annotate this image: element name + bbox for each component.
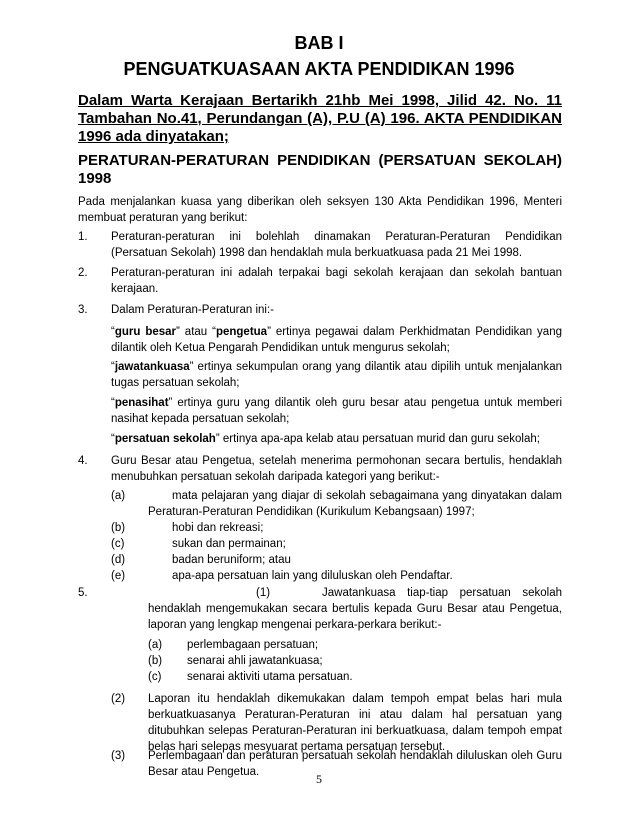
sub-item-text: Laporan itu hendaklah dikemukakan dalam tempoh empat belas hari mula berkuatkuasanya Peraturan-Peraturan ini atau dalam hal persatuan yang ditubuhkan selepas Peraturan-Peraturan ini berkuatkuasa, dalam tempoh empat belas hari selepas mesyuarat pertama persatuan tersebut. <box>148 693 562 753</box>
category-label: (e) <box>111 570 126 582</box>
item-number: 3. <box>78 304 88 316</box>
item-text: Peraturan-peraturan ini bolehlah dinamakan Peraturan-Peraturan Pendidikan (Persatuan Sekolah) 1998 dan hendaklah mula berkuatkuasa pada 21 Mei 1998. <box>111 231 562 259</box>
definition-text: ” ertinya sekumpulan orang yang dilantik atau dipilih untuk menjalankan tugas persatuan sekolah; <box>111 361 562 389</box>
peraturan-line-2: 1998 <box>78 170 112 187</box>
definition-text: ” ertinya pegawai dalam Perkhidmatan Pendidikan yang dilantik oleh Ketua Pengarah Pendidikan untuk mengurus sekolah; <box>111 326 562 354</box>
definition-text: ” ertinya guru yang dilantik oleh guru besar atau pengetua untuk memberi nasihat kepada persatuan sekolah; <box>111 397 562 425</box>
category-text: mata pelajaran yang diajar di sekolah sebagaimana yang dinyatakan dalam <box>172 490 562 502</box>
warta-line-2: Tambahan No.41, Perundangan (A), P.U (A) 196. AKTA PENDIDIKAN <box>78 110 562 127</box>
peraturan-heading <box>78 152 562 188</box>
item-number: 2. <box>78 267 88 279</box>
list-text: senarai ahli jawatankuasa; <box>187 655 323 667</box>
sub-item-text: Perlembagaan dan peraturan persatuan sekolah hendaklah diluluskan oleh Guru Besar atau Pengetua. <box>148 750 562 778</box>
category-label: (b) <box>111 522 126 534</box>
list-text: senarai aktiviti utama persatuan. <box>187 671 353 683</box>
peraturan-line-1: PERATURAN-PERATURAN PENDIDIKAN (PERSATUAN SEKOLAH) <box>78 152 562 169</box>
category-label: (c) <box>111 538 125 550</box>
intro-paragraph: Pada menjalankan kuasa yang diberikan oleh seksyen 130 Akta Pendidikan 1996, Menteri membuat peraturan yang berikut: <box>78 196 562 224</box>
category-label: (a) <box>111 490 126 502</box>
item-text-cont: hendaklah mengemukakan secara bertulis kepada Guru Besar atau Pengetua, laporan yang lengkap mengenai perkara-perkara berikut:- <box>148 603 562 631</box>
warta-line-1: Dalam Warta Kerajaan Bertarikh 21hb Mei 1998, Jilid 42. No. 11 <box>78 92 562 109</box>
item-text: Jawatankuasa tiap-tiap persatuan sekolah <box>322 587 562 599</box>
definition-text: ” ertinya apa-apa kelab atau persatuan murid dan guru sekolah; <box>215 433 540 445</box>
definition <box>111 359 562 391</box>
item-number: 5. <box>78 587 88 599</box>
category-text: apa-apa persatuan lain yang diluluskan oleh Pendaftar. <box>172 570 453 582</box>
warta-heading <box>78 92 562 146</box>
quote-mark: “ <box>111 326 115 338</box>
chapter-title: BAB I <box>294 33 344 53</box>
definition-term: jawatankuasa <box>114 361 190 373</box>
definition-term: guru besar <box>114 326 177 338</box>
warta-line-3: 1996 ada dinyatakan; <box>78 128 229 145</box>
list-label: (a) <box>148 639 163 651</box>
page-number: 5 <box>316 772 322 786</box>
definition <box>111 431 562 447</box>
chapter-subtitle: PENGUATKUASAAN AKTA PENDIDIKAN 1996 <box>123 59 515 79</box>
list-label: (b) <box>148 655 163 667</box>
item-text: Guru Besar atau Pengetua, setelah menerima permohonan secara bertulis, hendaklah menubuhkan persatuan sekolah daripada kategori yang berikut:- <box>111 455 562 483</box>
list-text: perlembagaan persatuan; <box>187 639 319 651</box>
item-text: Dalam Peraturan-Peraturan ini:- <box>111 304 274 316</box>
quote-mark: “ <box>111 433 115 445</box>
category-text: hobi dan rekreasi; <box>172 522 264 534</box>
list-label: (c) <box>148 671 162 683</box>
category-text: sukan dan permainan; <box>172 538 286 550</box>
category-text-cont: Peraturan-Peraturan Pendidikan (Kurikulum Kebangsaan) 1997; <box>148 506 475 518</box>
quote-mark: “ <box>111 397 115 409</box>
definition-term: persatuan sekolah <box>114 433 216 445</box>
quote-mark: “ <box>111 361 115 373</box>
item-number: 1. <box>78 231 88 243</box>
sub-item-label: (2) <box>111 693 126 705</box>
definition-term: pengetua <box>215 326 268 338</box>
quote-mark: ” atau “ <box>176 326 216 338</box>
item-number: 4. <box>78 455 88 467</box>
item-text: Peraturan-peraturan ini adalah terpakai bagi sekolah kerajaan dan sekolah bantuan kerajaan. <box>111 267 562 295</box>
definition-term: penasihat <box>114 397 169 409</box>
sub-item-label: (3) <box>111 750 126 762</box>
category-label: (d) <box>111 554 126 566</box>
definition <box>111 324 562 356</box>
definition <box>111 395 562 427</box>
category-text: badan beruniform; atau <box>172 554 291 566</box>
sub-item-label: (1) <box>256 587 271 599</box>
